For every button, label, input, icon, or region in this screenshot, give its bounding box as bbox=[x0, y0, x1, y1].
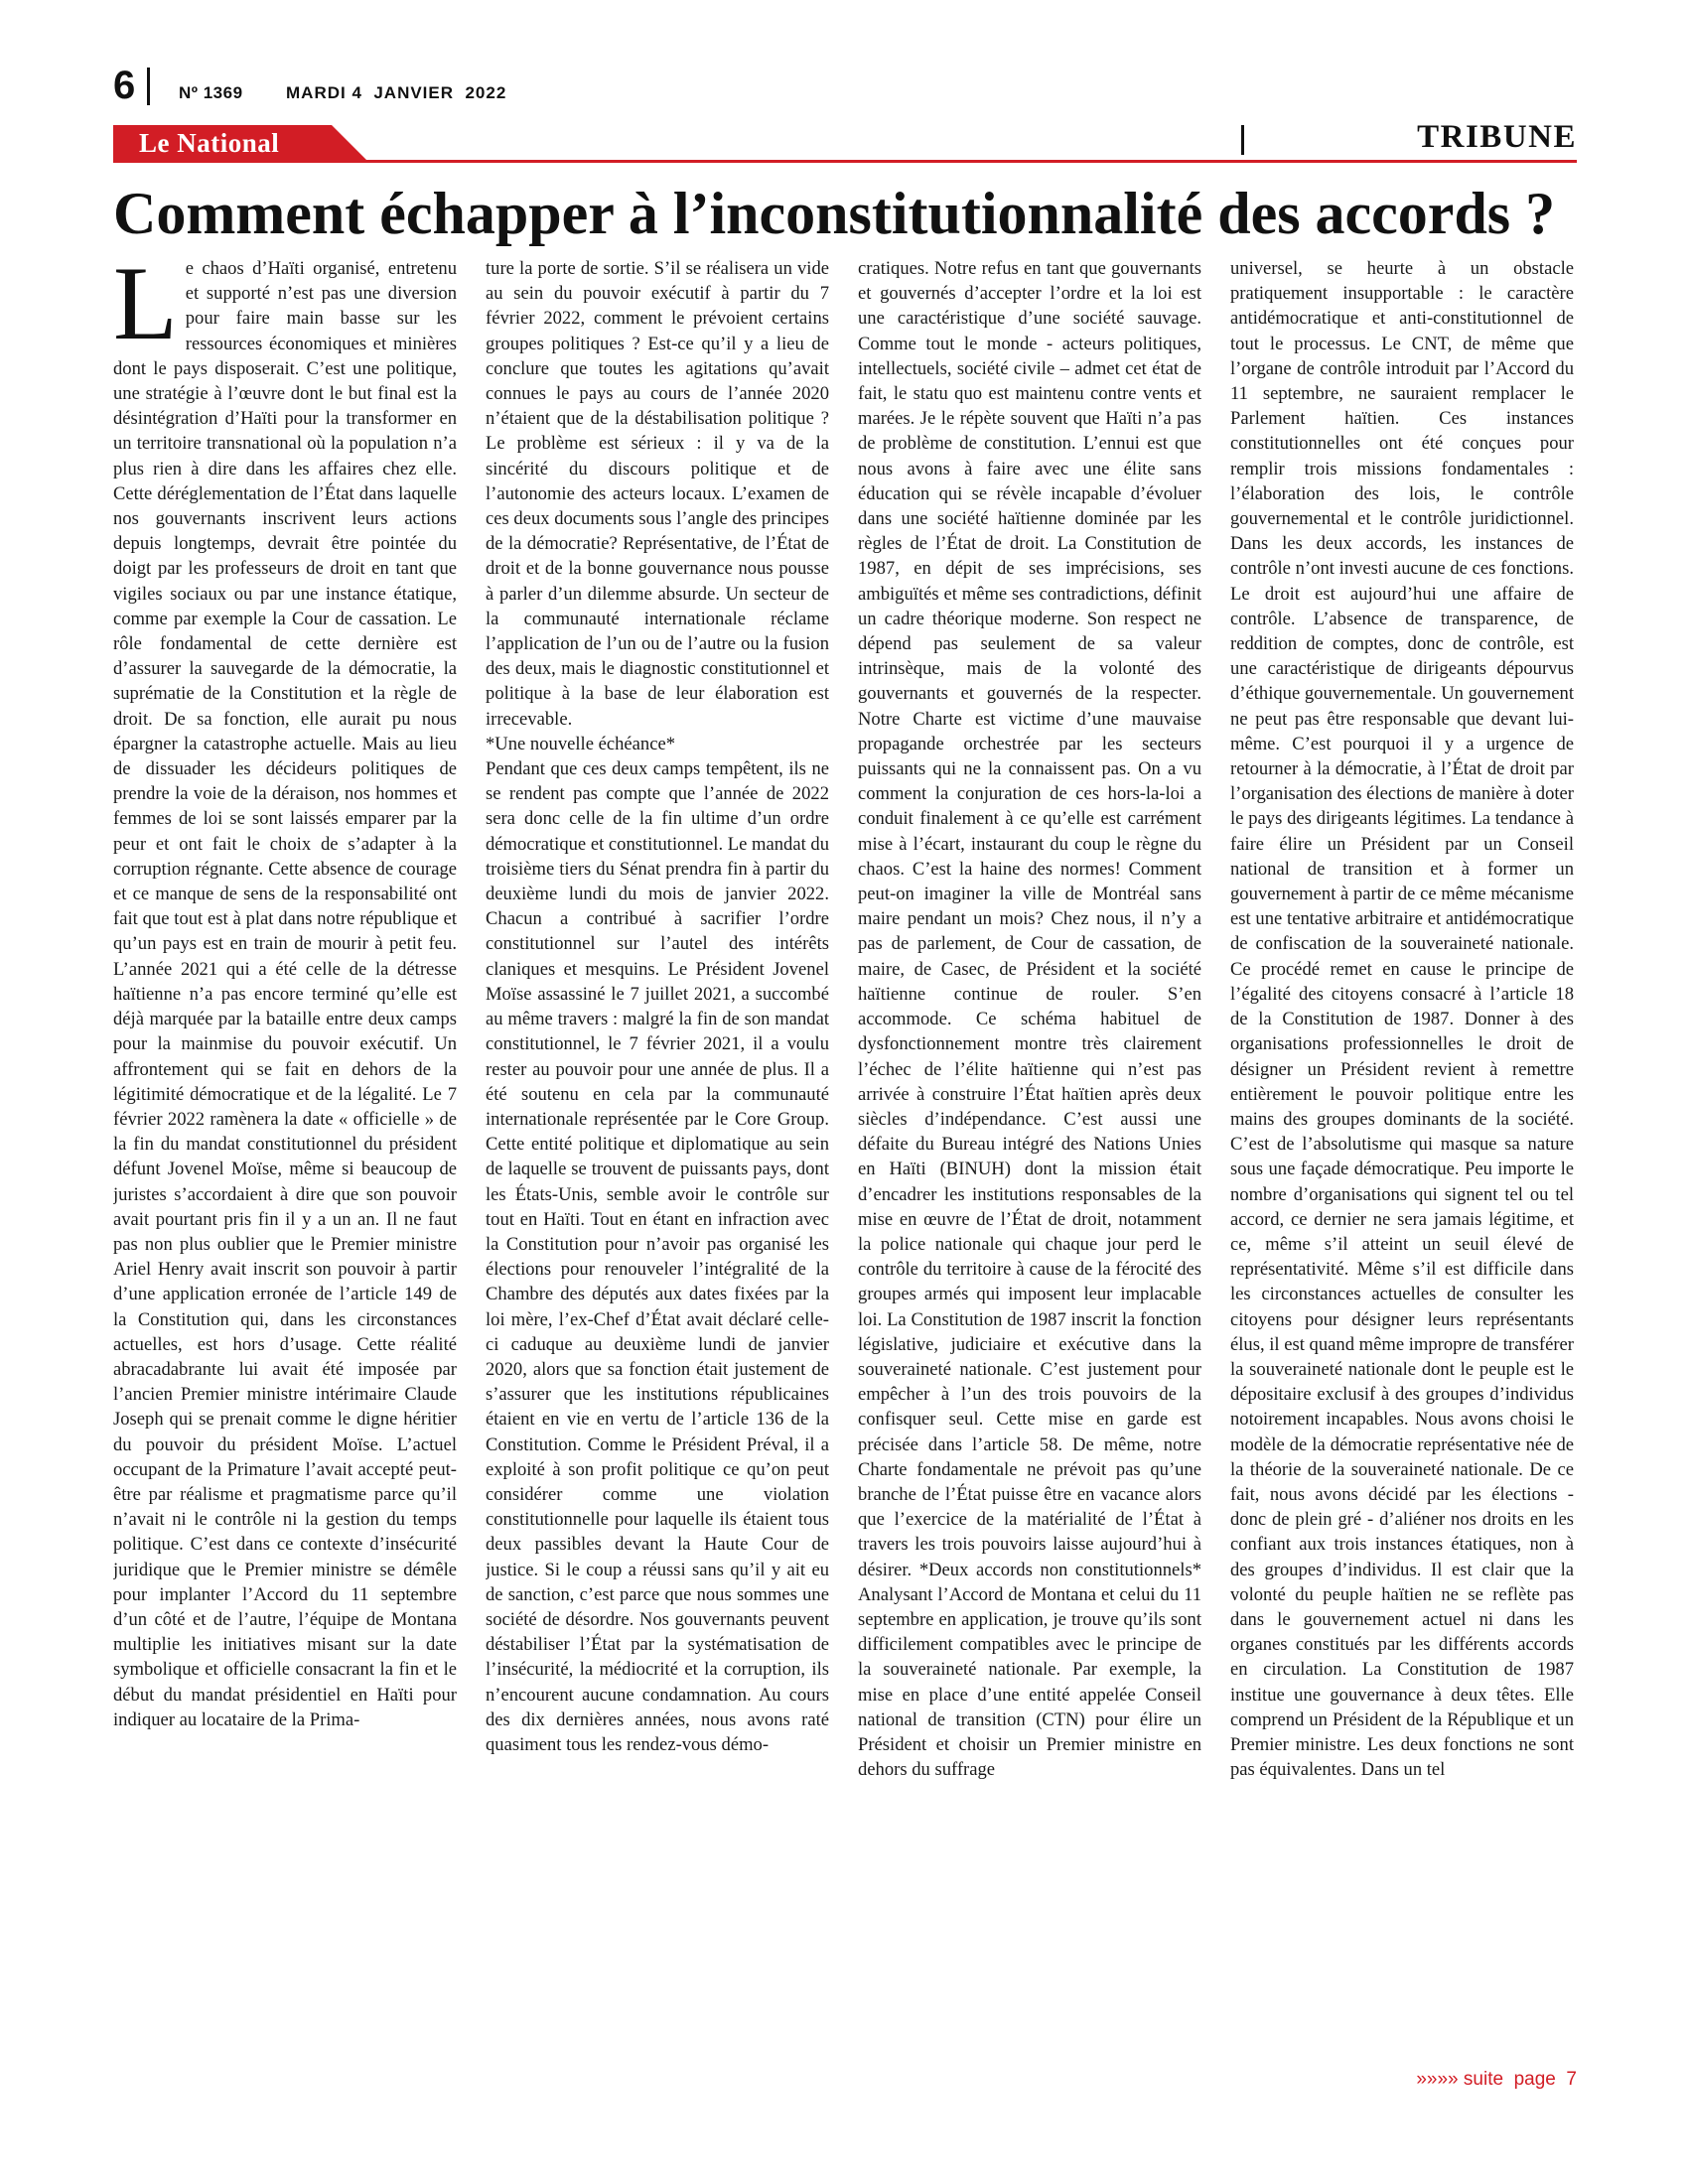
article-paragraph: ture la porte de sortie. S’il se réalisera un vide au sein du pouvoir exécutif à partir du 7 février 2022, comment le prévoient certains groupes politiques ? Est-ce qu’il y a lieu de conclure que toutes les agitations qu’avait connues le pays au cours de l’année 2020 n’étaient que de la déstabilisation politique ? Le problème est sérieux : il y va de la sincérité du discours politique et de l’autonomie des acteurs locaux. L’examen de ces deux documents sous l’angle des principes de la démocratie? Représentative, de l’État de droit et de la bonne gouvernance nous pousse à parler d’un dilemme absurde. Un secteur de la communauté internationale réclame l’application de l’un ou de l’autre ou la fusion des deux, mais le diagnostic constitutionnel et politique à la base de leur élaboration est irrecevable. bbox=[486, 258, 829, 730]
article-headline: Comment échapper à l’inconstitutionnalité des accords ? bbox=[113, 181, 1556, 246]
article-body bbox=[113, 256, 1577, 2033]
continued-on-page-link[interactable]: »»»» suite page 7 bbox=[1416, 2069, 1577, 2090]
article-column-3 bbox=[858, 256, 1201, 2033]
article-column-4 bbox=[1230, 256, 1574, 2033]
article-paragraph bbox=[113, 256, 457, 1732]
column-1-text: e chaos d’Haïti organisé, entretenu et supporté n’est pas une diversion pour faire main basse sur les ressources économiques et minières dont le pays disposerait. C’est une politique, une stratégie à l’œuvre dont le but final est la désintégration d’Haïti pour la transformer en un territoire transnational où la population n’a plus rien à dire dans les affaires chez elle. Cette déréglementation de l’État dans laquelle nos gouvernants inscrivent leurs actions depuis longtemps, devrait être pointée du doigt par les professeurs de droit en tant que vigiles sociaux ou par une instance étatique, comme par exemple la Cour de cassation. Le rôle fondamental de cette dernière est d’assurer la sauvegarde de la démocratie, la suprématie de la Constitution et la règle de droit. De sa fonction, elle aurait pu nous épargner la catastrophe actuelle. Mais au lieu de dissuader les décideurs politiques de prendre la voie de la déraison, nos hommes et femmes de loi se sont laissés emparer par la peur et ont fait le choix de s’adapter à la corruption régnante. Cette absence de courage et ce manque de sens de la responsabilité ont fait que tout est à plat dans notre république et qu’un pays est en train de mourir à petit feu. L’année 2021 qui a été celle de la détresse haïtienne n’a pas encore terminé qu’elle est déjà marquée par la bataille entre deux camps pour la mainmise du pouvoir exécutif. Un affrontement qui se fait en dehors de la légitimité démocratique et de la légalité. Le 7 février 2022 ramènera la date « officielle » de la fin du mandat constitutionnel du président défunt Jovenel Moïse, même si beaucoup de juristes s’accordaient à dire que son pouvoir avait pourtant pris fin il y a un an. Il ne faut pas non plus oublier que le Premier ministre Ariel Henry avait inscrit son pouvoir à partir d’une application erronée de l’article 149 de la Constitution qui, dans les circonstances actuelles, est hors d’usage. Cette réalité abracadabrante lui avait été imposée par l’ancien Premier ministre intérimaire Claude Joseph qui se prenait comme le digne héritier du pouvoir du président Moïse. L’actuel occupant de la Primature l’avait accepté peut-être par réalisme et pragmatisme parce qu’il n’avait ni le contrôle ni la gestion du temps politique. C’est dans ce contexte d’insécurité juridique que le Premier ministre se démêle pour implanter l’Accord du 11 septembre d’un côté et de l’autre, l’équipe de Montana multiplie les initiatives misant sur la date symbolique et officielle consacrant la fin et le début du mandat présidentiel en Haïti pour indiquer au locataire de la Prima- bbox=[113, 258, 457, 1730]
section-label: TRIBUNE bbox=[1417, 119, 1577, 155]
brand-band bbox=[113, 125, 1577, 163]
issue-number: Nº 1369 bbox=[179, 83, 243, 102]
drop-cap: L bbox=[113, 256, 178, 361]
article-subheading: *Une nouvelle échéance* bbox=[486, 733, 676, 754]
issue-date: MARDI 4 JANVIER 2022 bbox=[286, 83, 507, 102]
article-paragraph: universel, se heurte à un obstacle pratiquement insupportable : le caractère antidémocratique et anti-constitutionnel de tout le processus. Le CNT, de même que l’organe de contrôle introduit par l’Accord du 11 septembre, ne sauraient remplacer le Parlement haïtien. Ces instances constitutionnelles ont été conçues pour remplir trois missions fondamentales : l’élaboration des lois, le contrôle gouvernemental et le contrôle juridictionnel. Dans les deux accords, les instances de contrôle n’ont investi aucune de ces fonctions. Le droit est aujourd’hui une affaire de contrôle. L’absence de transparence, de reddition de comptes, donc de contrôle, est une caractéristique de dirigeants dépourvus d’éthique gouvernementale. Un gouvernement ne peut pas être responsable que devant lui-même. C’est pourquoi il y a urgence de retourner à la démocratie, à l’État de droit par l’organisation des élections de manière à doter le pays des dirigeants légitimes. La tendance à faire élire un Président par un Conseil national de transition et à former un gouvernement à partir de ce même mécanisme est une tentative arbitraire et antidémocratique de confiscation de la souveraineté nationale. Ce procédé remet en cause le principe de l’égalité des citoyens consacré à l’article 18 de la Constitution de 1987. Donner à des organisations professionnelles le droit de désigner un Président revient à remettre entièrement le pouvoir politique entre les mains des groupes dominants de la société. C’est de l’absolutisme qui masque sa nature sous une façade démocratique. Peu importe le nombre d’organisations qui signent tel ou tel accord, ce dernier ne sera jamais légitime, et ce, même s’il atteint un seuil élevé de représentativité. Même s’il est difficile dans les circonstances actuelles de consulter les citoyens pour désigner leurs représentants élus, il est quand même impropre de transférer la souveraineté nationale dont le peuple est le dépositaire exclusif à des groupes d’individus notoirement incapables. Nous avons choisi le modèle de la démocratie représentative née de la théorie de la souveraineté nationale. De ce fait, nous avons décidé par les élections - donc de plein gré - d’aliéner nos droits en les confiant aux trois instances étatiques, non à des groupes d’individus. Il est clair que la volonté du peuple haïtien ne se reflète pas dans le gouvernement actuel ni dans les organes constitués par les différents accords en circulation. La Constitution de 1987 institue une gouvernance à deux têtes. Elle comprend un Président de la République et un Premier ministre. Les deux fonctions ne sont pas équivalentes. Dans un tel bbox=[1230, 258, 1574, 1781]
article-paragraph: cratiques. Notre refus en tant que gouvernants et gouvernés d’accepter l’ordre et la loi est une caractéristique d’une société sauvage. Comme tout le monde - acteurs politiques, intellectuels, société civile – admet cet état de fait, le statu quo est maintenu contre vents et marées. Je le répète souvent que Haïti n’a pas de problème de constitution. L’ennui est que nous avons à faire avec une élite sans éducation qui se révèle incapable d’évoluer dans une société haïtienne dominée par les règles de l’État de droit. La Constitution de 1987, en dépit de ses imprécisions, ses ambiguïtés et même ses contradictions, définit un cadre théorique moderne. Son respect ne dépend pas seulement de sa valeur intrinsèque, mais de la volonté des gouvernants et gouvernés de la respecter. Notre Charte est victime d’une mauvaise propagande orchestrée par les secteurs puissants qui ne la connaissent pas. On a vu comment la conjuration de ces hors-la-loi a conduit finalement à ce qu’elle est carrément mise à l’écart, instaurant du coup le règne du chaos. C’est la haine des normes! Comment peut-on imaginer la ville de Montréal sans maire pendant un mois? Chez nous, il n’y a pas de parlement, de Cour de cassation, de maire, de Casec, de Président et la société haïtienne continue de rouler. S’en accommode. Ce schéma habituel de dysfonctionnement montre très clairement l’échec de l’élite haïtienne qui n’est pas arrivée à construire l’État haïtien après deux siècles d’indépendance. C’est aussi une défaite du Bureau intégré des Nations Unies en Haïti (BINUH) dont la mission était d’encadrer les institutions responsables de la mise en œuvre de l’État de droit, notamment la police nationale qui chaque jour perd le contrôle du territoire à cause de la férocité des groupes armés qui imposent leur implacable loi. La Constitution de 1987 inscrit la fonction législative, judiciaire et exécutive dans la souveraineté nationale. C’est justement pour empêcher à l’un des trois pouvoirs de la confisquer seul. Cette mise en garde est précisée dans l’article 58. De même, notre Charte fondamentale ne prévoit pas qu’une branche de l’État puisse être en vacance alors que l’exercice de la matérialité de l’État à travers les trois pouvoirs laisse aujourd’hui à désirer. *Deux accords non constitutionnels* Analysant l’Accord de Montana et celui du 11 septembre en application, je trouve qu’ils sont difficilement compatibles avec le principe de la souveraineté nationale. Par exemple, la mise en place d’une entité appelée Conseil national de transition (CTN) pour élire un Président et choisir un Premier ministre en dehors du suffrage bbox=[858, 258, 1201, 1781]
page-number-divider bbox=[147, 68, 150, 105]
brand-band-graphic bbox=[113, 125, 1577, 163]
page-number: 6 bbox=[113, 64, 136, 107]
article-paragraph: Pendant que ces deux camps tempêtent, ils ne se rendent pas compte que l’année de 2022 sera donc celle de la fin ultime d’un ordre démocratique et constitutionnel. Le mandat du troisième tiers du Sénat prendra fin à partir du deuxième lundi du mois de janvier 2022. Chacun a contribué à sacrifier l’ordre constitutionnel sur l’autel des intérêts claniques et mesquins. Le Président Jovenel Moïse assassiné le 7 juillet 2021, a succombé au même travers : malgré la fin de son mandat constitutionnel, le 7 février 2021, il a voulu rester au pouvoir pour une année de plus. Il a été soutenu en cela par la communauté internationale représentée par le Core Group. Cette entité politique et diplomatique au sein de laquelle se trouvent de puissants pays, dont les États-Unis, semble avoir le contrôle sur tout en Haïti. Tout en étant en infraction avec la Constitution pour n’avoir pas organisé les élections pour renouveler l’intégralité de la Chambre des députés aux dates fixées par la loi mère, l’ex-Chef d’État avait déclaré celle-ci caduque au deuxième lundi de janvier 2020, alors que sa fonction était justement de s’assurer que les institutions républicaines étaient en vie en vertu de l’article 136 de la Constitution. Comme le Président Préval, il a exploité à son profit politique ce qu’on peut considérer comme une violation constitutionnelle pour laquelle ils étaient tous deux passibles devant la Haute Cour de justice. Si le coup a réussi sans qu’il y ait eu de sanction, c’est parce que nous sommes une société de désordre. Nos gouvernants peuvent déstabiliser l’État par la systématisation de l’insécurité, la médiocrité et la corruption, ils n’encourent aucune condamnation. Au cours des dix dernières années, nous avons raté quasiment tous les rendez-vous démo- bbox=[486, 758, 829, 1755]
brand-logo: Le National bbox=[139, 128, 280, 158]
article-column-2 bbox=[486, 256, 829, 2033]
section-divider bbox=[1241, 125, 1244, 155]
article-column-1 bbox=[113, 256, 457, 2033]
